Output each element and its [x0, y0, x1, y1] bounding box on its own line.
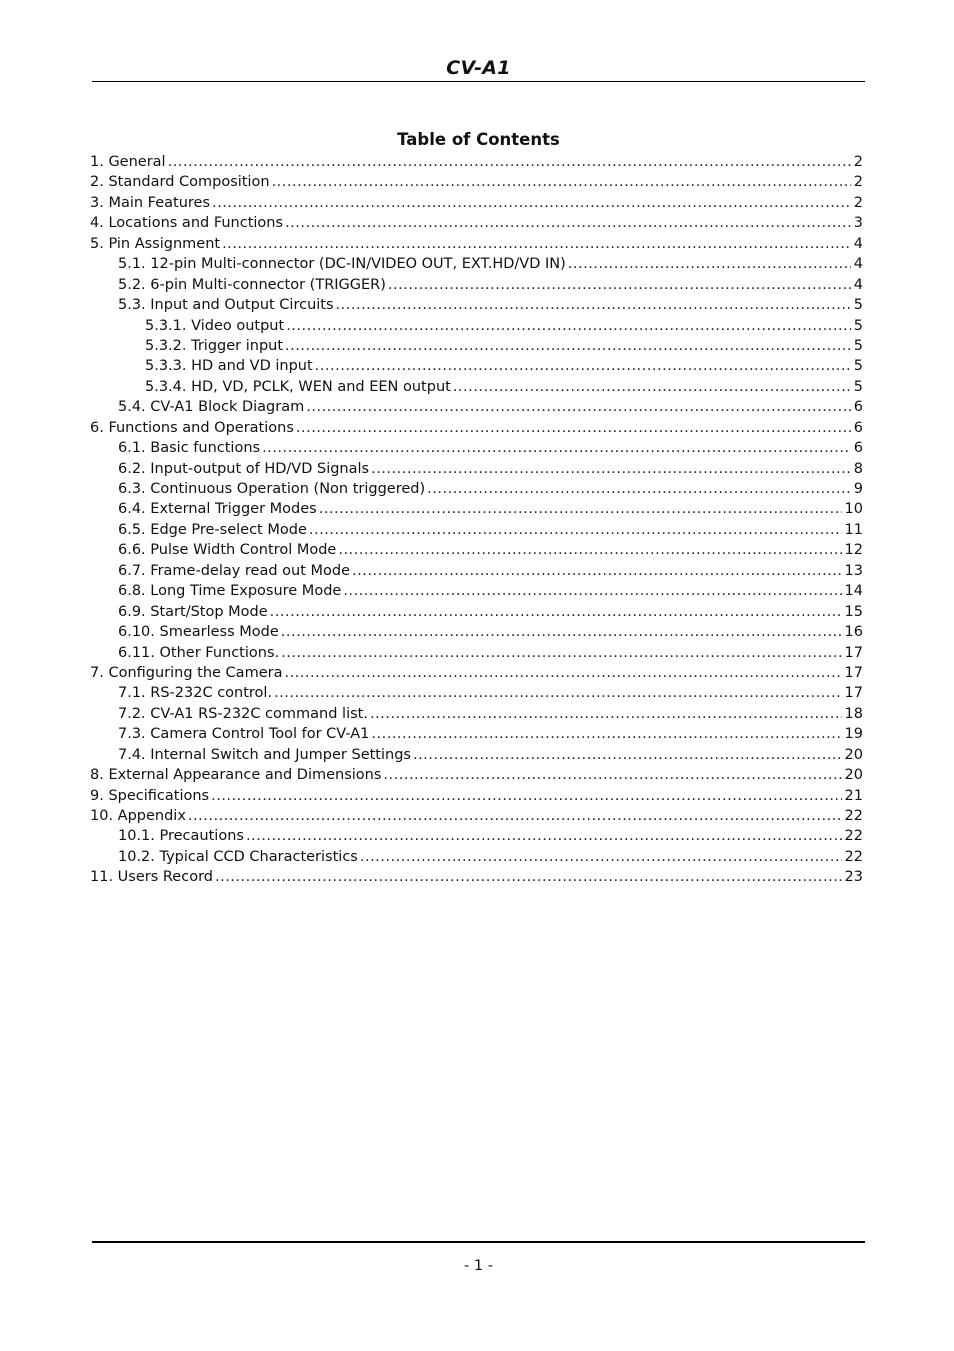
toc-entry-label: 6.3. Continuous Operation (Non triggered) — [118, 481, 426, 497]
toc-dot-leader — [315, 356, 851, 376]
toc-dot-leader — [272, 172, 851, 192]
toc-entry[interactable] — [90, 786, 863, 806]
toc-entry-label: 4. Locations and Functions — [90, 215, 284, 232]
toc-entry-label: 3. Main Features — [90, 194, 211, 211]
toc-entry-label: 5.3.4. HD, VD, PCLK, WEN and EEN output — [145, 378, 451, 395]
toc-entry-page: 6 — [853, 399, 863, 416]
toc-entry[interactable] — [90, 356, 863, 376]
toc-entry[interactable] — [90, 172, 863, 192]
toc-entry-label: 5.3.3. HD and VD input — [145, 358, 313, 375]
toc-entry-page: 6 — [853, 440, 863, 457]
toc-dot-leader — [281, 643, 841, 663]
toc-entry-label: 6.4. External Trigger Modes — [118, 501, 317, 518]
toc-entry[interactable] — [90, 499, 863, 519]
toc-entry-label: 11. Users Record — [90, 869, 213, 886]
toc-entry-page: 10 — [844, 501, 863, 518]
toc-entry-label: 5.2. 6-pin Multi-connector (TRIGGER) — [118, 276, 386, 293]
toc-entry-label: 5.3.1. Video output — [145, 317, 285, 334]
toc-entry[interactable] — [90, 520, 863, 540]
toc-entry[interactable] — [90, 602, 863, 622]
toc-entry-label: 10.2. Typical CCD Characteristics — [118, 848, 358, 865]
toc-entry[interactable] — [90, 765, 863, 785]
toc-entry-label: 5.3.2. Trigger input — [145, 337, 284, 354]
toc-entry-page: 12 — [844, 542, 863, 559]
toc-entry-label: 6.8. Long Time Exposure Mode — [118, 583, 342, 600]
page-number: - 1 - — [464, 1258, 493, 1274]
toc-entry-label: 6.6. Pulse Width Control Mode — [118, 542, 337, 559]
toc-dot-leader — [285, 336, 851, 356]
toc-entry-label: 5.1. 12-pin Multi-connector (DC-IN/VIDEO OUT, EXT.HD/VD IN) — [118, 256, 566, 273]
toc-entry-page: 22 — [844, 848, 863, 865]
toc-entry-label: 10.1. Precautions — [118, 828, 244, 845]
toc-dot-leader — [383, 765, 841, 785]
toc-entry[interactable] — [90, 561, 863, 581]
toc-entry-label: 5. Pin Assignment — [90, 235, 221, 252]
toc-entry[interactable] — [90, 213, 863, 233]
toc-entry[interactable] — [90, 867, 863, 887]
toc-entry-page: 18 — [844, 705, 863, 722]
toc-entry-page: 19 — [844, 726, 863, 743]
toc-dot-leader — [319, 499, 842, 519]
toc-entry-page: 22 — [844, 808, 863, 824]
toc-entry[interactable] — [90, 704, 863, 724]
toc-dot-leader — [274, 683, 841, 703]
toc-entry-page: 5 — [853, 378, 863, 395]
toc-entry-label: 5.4. CV-A1 Block Diagram — [118, 399, 305, 416]
toc-entry[interactable] — [90, 193, 863, 213]
toc-entry-page: 22 — [844, 828, 863, 845]
toc-entry[interactable] — [90, 724, 863, 744]
toc-entry[interactable] — [90, 806, 863, 826]
toc-entry[interactable] — [90, 847, 863, 867]
toc-entry-page: 17 — [844, 685, 863, 702]
toc-dot-leader — [306, 397, 851, 417]
toc-entry-page: 5 — [853, 358, 863, 375]
toc-entry[interactable] — [90, 663, 863, 683]
toc-entry[interactable] — [90, 581, 863, 601]
toc-dot-leader — [413, 745, 842, 765]
toc-dot-leader — [262, 438, 851, 458]
toc-dot-leader — [309, 520, 842, 540]
toc-entry-page: 17 — [844, 664, 863, 681]
toc-dot-leader — [343, 581, 841, 601]
toc-entry-label: 6. Functions and Operations — [90, 419, 294, 436]
toc-entry-label: 6.9. Start/Stop Mode — [118, 603, 268, 620]
toc-entry[interactable] — [90, 295, 863, 315]
toc-entry-label: 2. Standard Composition — [90, 174, 270, 191]
toc-entry-label: 7. Configuring the Camera — [90, 664, 283, 681]
toc-entry-page: 5 — [853, 337, 863, 354]
toc-dot-leader — [296, 418, 851, 438]
toc-entry-page: 20 — [844, 767, 863, 784]
toc-dot-leader — [284, 663, 841, 683]
toc-entry[interactable] — [90, 622, 863, 642]
toc-entry-label: 8. External Appearance and Dimensions — [90, 767, 382, 784]
toc-dot-leader — [246, 826, 842, 846]
toc-dot-leader — [168, 152, 851, 172]
toc-dot-leader — [352, 561, 842, 581]
toc-entry-page: 15 — [844, 603, 863, 620]
toc-entry[interactable] — [90, 234, 863, 254]
toc-entry-page: 5 — [853, 297, 863, 314]
toc-entry[interactable] — [90, 377, 863, 397]
toc-entry-page: 17 — [844, 644, 863, 661]
toc-entry-page: 20 — [844, 746, 863, 763]
toc-dot-leader — [336, 295, 851, 315]
toc-entry-page: 5 — [853, 317, 863, 334]
toc-entry-page: 14 — [844, 583, 863, 600]
toc-entry-label: 6.10. Smearless Mode — [118, 624, 279, 641]
toc-entry-page: 4 — [853, 235, 863, 252]
toc-dot-leader — [270, 602, 842, 622]
toc-entry-page: 2 — [853, 194, 863, 211]
toc-dot-leader — [388, 275, 851, 295]
toc-entry[interactable] — [90, 643, 863, 663]
toc-entry-page: 9 — [853, 481, 863, 497]
toc-entry-page: 8 — [853, 460, 863, 477]
toc-entry-page: 2 — [853, 174, 863, 191]
toc-entry-page: 6 — [853, 419, 863, 436]
toc-entry-label: 7.2. CV-A1 RS-232C command list. — [118, 705, 368, 722]
toc-entry-label: 6.7. Frame-delay read out Mode — [118, 562, 351, 579]
toc-entry-label: 6.11. Other Functions. — [118, 644, 280, 661]
toc-entry[interactable] — [90, 275, 863, 295]
toc-dot-leader — [212, 193, 851, 213]
toc-dot-leader — [211, 786, 841, 806]
document-header-title: CV-A1 — [446, 57, 511, 79]
toc-entry-label: 9. Specifications — [90, 787, 210, 804]
toc-dot-leader — [286, 316, 851, 336]
toc-dot-leader — [188, 806, 842, 826]
toc-entry[interactable] — [90, 479, 863, 499]
toc-entry-label: 1. General — [90, 154, 166, 170]
toc-entry[interactable] — [90, 254, 863, 274]
toc-entry-page: 4 — [853, 276, 863, 293]
toc-dot-leader — [360, 847, 842, 867]
toc-entry-label: 7.4. Internal Switch and Jumper Settings — [118, 746, 411, 763]
toc-entry-page: 4 — [853, 256, 863, 273]
toc-entry[interactable] — [90, 683, 863, 703]
toc-dot-leader — [453, 377, 851, 397]
toc-entry[interactable] — [90, 540, 863, 560]
toc-entry-page: 11 — [844, 521, 863, 538]
toc-dot-leader — [338, 540, 841, 560]
toc-dot-leader — [371, 724, 841, 744]
toc-entry-page: 3 — [853, 215, 863, 232]
toc-entry[interactable] — [90, 397, 863, 417]
toc-entry[interactable] — [90, 826, 863, 846]
toc-entry-page: 21 — [844, 787, 863, 804]
toc-entry-label: 7.1. RS-232C control. — [118, 685, 273, 702]
toc-dot-leader — [371, 459, 851, 479]
toc-entry-label: 10. Appendix — [90, 808, 186, 824]
toc-dot-leader — [370, 704, 842, 724]
toc-entry-label: 7.3. Camera Control Tool for CV-A1 — [118, 726, 370, 743]
toc-dot-leader — [285, 213, 851, 233]
toc-dot-leader — [568, 254, 851, 274]
toc-entry-label: 6.1. Basic functions — [118, 440, 261, 457]
header-rule — [92, 81, 865, 82]
toc-entry-label: 6.2. Input-output of HD/VD Signals — [118, 460, 370, 477]
table-of-contents — [90, 152, 863, 888]
footer-rule — [92, 1241, 865, 1243]
toc-dot-leader — [281, 622, 842, 642]
toc-entry[interactable] — [90, 336, 863, 356]
toc-entry[interactable] — [90, 316, 863, 336]
toc-entry[interactable] — [90, 418, 863, 438]
toc-dot-leader — [215, 867, 842, 887]
toc-entry[interactable] — [90, 459, 863, 479]
toc-dot-leader — [427, 479, 851, 499]
toc-entry-page: 2 — [853, 154, 863, 170]
toc-entry-page: 13 — [844, 562, 863, 579]
toc-entry-label: 6.5. Edge Pre-select Mode — [118, 521, 307, 538]
toc-entry[interactable] — [90, 152, 863, 172]
toc-entry-page: 16 — [844, 624, 863, 641]
toc-heading: Table of Contents — [397, 130, 560, 149]
toc-entry[interactable] — [90, 438, 863, 458]
toc-entry[interactable] — [90, 745, 863, 765]
toc-entry-label: 5.3. Input and Output Circuits — [118, 297, 334, 314]
toc-dot-leader — [222, 234, 851, 254]
toc-entry-page: 23 — [844, 869, 863, 886]
